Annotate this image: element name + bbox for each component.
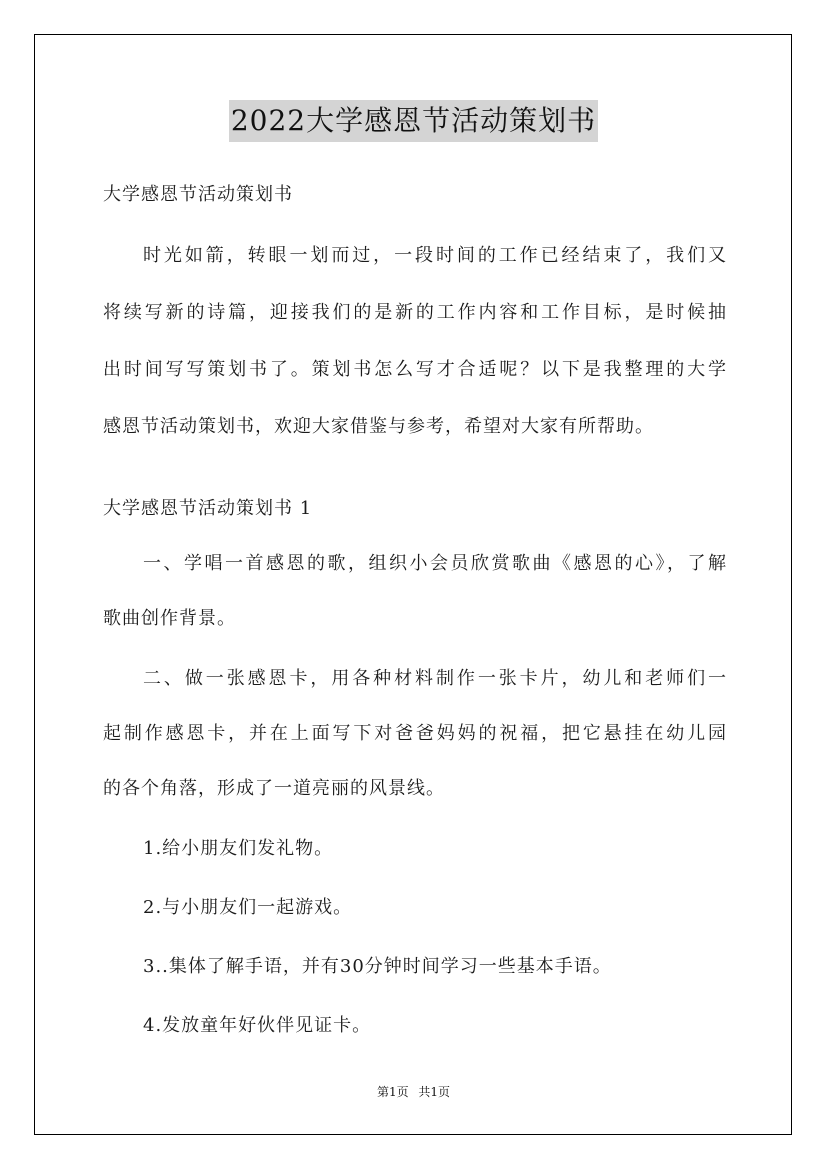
page-footer bbox=[0, 1083, 827, 1101]
paragraph-line: 一、学唱一首感恩的歌，组织小会员欣赏歌曲《感恩的心》，了解 bbox=[143, 553, 727, 574]
page-number: 第1页 bbox=[376, 1085, 409, 1099]
paragraph-line: 起制作感恩卡，并在上面写下对爸爸妈妈的祝福，把它悬挂在幼儿园 bbox=[103, 723, 727, 744]
list-item: 3..集体了解手语，并有30分钟时间学习一些基本手语。 bbox=[143, 956, 612, 977]
list-item: 2.与小朋友们一起游戏。 bbox=[143, 897, 353, 918]
list-item: 4.发放童年好伙伴见证卡。 bbox=[143, 1015, 372, 1036]
page-total: 共1页 bbox=[418, 1085, 451, 1099]
subtitle: 大学感恩节活动策划书 bbox=[103, 184, 293, 205]
intro-line: 将续写新的诗篇，迎接我们的是新的工作内容和工作目标，是时候抽 bbox=[103, 302, 727, 323]
paragraph-line: 歌曲创作背景。 bbox=[103, 608, 236, 629]
section-heading: 大学感恩节活动策划书 1 bbox=[103, 498, 313, 519]
list-item: 1.给小朋友们发礼物。 bbox=[143, 838, 334, 859]
document-title: 2022大学感恩节活动策划书 bbox=[229, 100, 598, 142]
title-area bbox=[0, 100, 827, 142]
intro-line: 感恩节活动策划书，欢迎大家借鉴与参考，希望对大家有所帮助。 bbox=[103, 416, 654, 437]
intro-line: 时光如箭，转眼一划而过，一段时间的工作已经结束了，我们又 bbox=[143, 245, 727, 266]
paragraph-2 bbox=[103, 664, 727, 804]
intro-line: 出时间写写策划书了。策划书怎么写才合适呢？以下是我整理的大学 bbox=[103, 359, 727, 380]
paragraph-line: 二、做一张感恩卡，用各种材料制作一张卡片，幼儿和老师们一 bbox=[143, 668, 727, 689]
paragraph-line: 的各个角落，形成了一道亮丽的风景线。 bbox=[103, 778, 445, 799]
document-body bbox=[103, 180, 727, 1070]
paragraph-1 bbox=[103, 549, 727, 634]
intro-paragraph bbox=[103, 241, 727, 442]
